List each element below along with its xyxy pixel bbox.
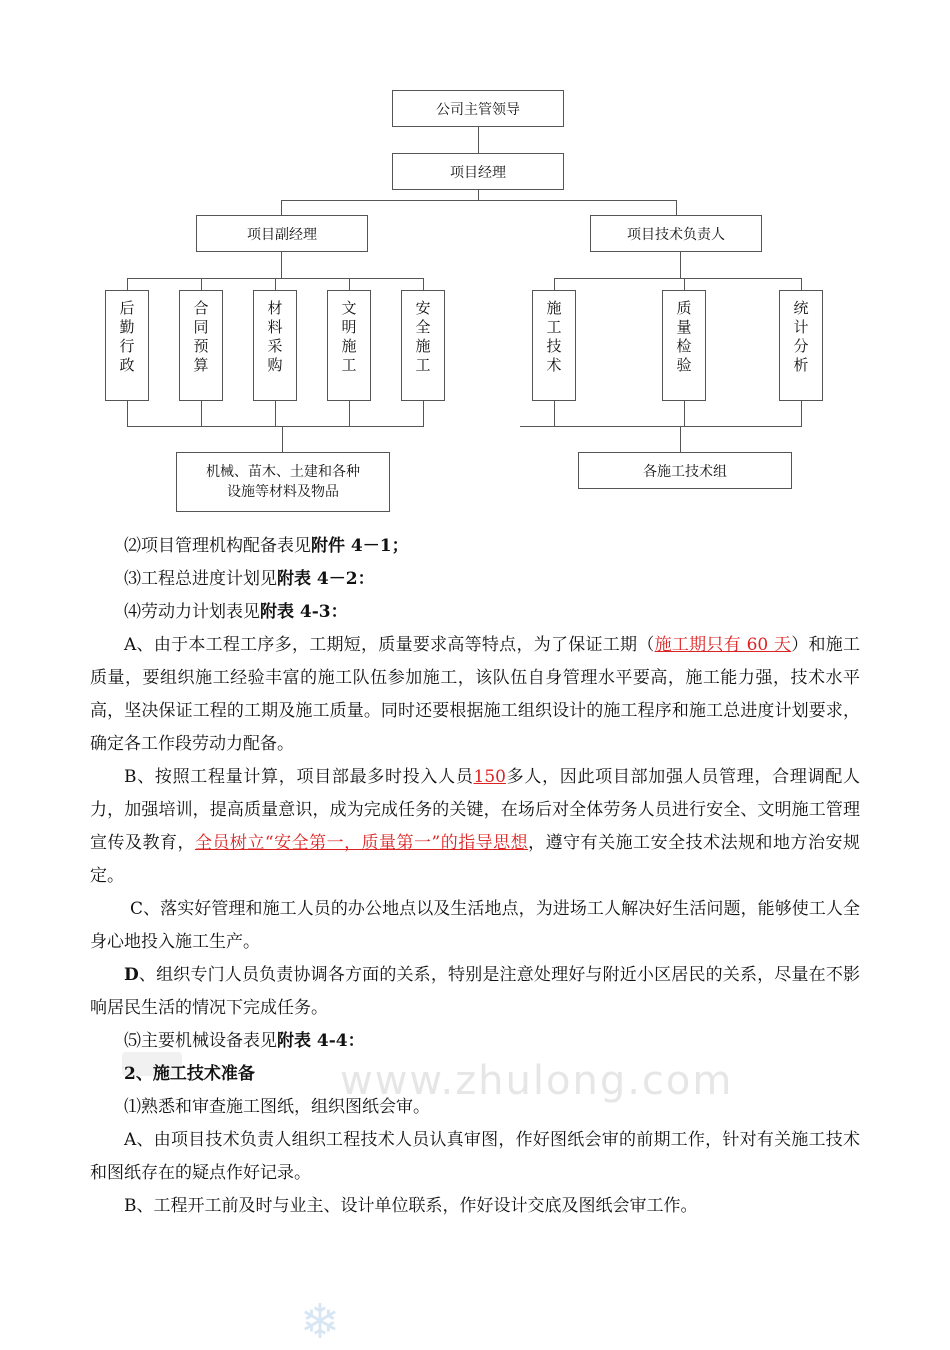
paragraph-item-3: ⑶工程总进度计划见附表 4－2：: [124, 569, 375, 589]
org-node-statistics: 统 计 分 析: [779, 290, 823, 401]
connector-line: [684, 401, 685, 426]
connector-line: [680, 252, 681, 278]
connector-line: [201, 401, 202, 426]
highlight-safety-slogan: 全员树立“安全第一，质量第一”的指导思想: [194, 833, 529, 853]
org-node-procurement: 材 料 采 购: [253, 290, 297, 401]
org-chart: [0, 0, 950, 520]
org-node-materials: 机械、苗木、土建和各种 设施等材料及物品: [176, 452, 390, 512]
connector-line: [127, 426, 424, 427]
connector-line: [281, 200, 676, 201]
paragraph-item-5: ⑸主要机械设备表见附表 4-4：: [124, 1031, 365, 1051]
org-node-construction-tech: 施 工 技 术: [532, 290, 576, 401]
paragraph-item-4: ⑷劳动力计划表见附表 4-3：: [124, 602, 348, 622]
connector-line: [349, 401, 350, 426]
connector-line: [275, 401, 276, 426]
connector-line: [281, 252, 282, 278]
org-node-contract-budget: 合 同 预 算: [179, 290, 223, 401]
connector-line: [478, 190, 479, 200]
org-node-logistics: 后 勤 行 政: [105, 290, 149, 401]
paragraph-d: D、组织专门人员负责协调各方面的关系，特别是注意处理好与附近小区居民的关系，尽量在不影响居民生活的情况下完成任务。: [90, 965, 860, 1018]
org-node-safety-construction: 安 全 施 工: [401, 290, 445, 401]
highlight-headcount: 150: [473, 767, 506, 787]
org-node-civilized-construction: 文 明 施 工: [327, 290, 371, 401]
connector-line: [676, 200, 677, 215]
org-node-project-manager: 项目经理: [392, 153, 564, 190]
connector-line: [349, 278, 350, 290]
section-heading: 2、施工技术准备: [124, 1064, 255, 1084]
org-node-deputy-manager: 项目副经理: [196, 215, 368, 252]
watermark-text: www.zhulong.com: [340, 1058, 734, 1104]
paragraph-a: A、由于本工程工序多，工期短，质量要求高等特点，为了保证工期（施工期只有 60 天）和施工质量，要组织施工经验丰富的施工队伍参加施工，该队伍自身管理水平要高，施工能力强，技术水平高，坚决保证工程的工期及施工质量。同时还要根据施工组织设计的施工程序和施工总进度计划要求，确定各工作段劳动力配备。: [90, 635, 860, 754]
connector-line: [520, 426, 802, 427]
org-node-top-leader: 公司主管领导: [392, 90, 564, 127]
connector-line: [554, 401, 555, 426]
paragraph-b: B、按照工程量计算，项目部最多时投入人员150多人，因此项目部加强人员管理，合理调配人力，加强培训，提高质量意识，成为完成任务的关键，在场后对全体劳务人员进行安全、文明施工管理宣传及教育，全员树立“安全第一，质量第一”的指导思想，遵守有关施工安全技术法规和地方治安规定。: [90, 767, 861, 886]
connector-line: [281, 200, 282, 215]
org-node-tech-groups: 各施工技术组: [578, 452, 792, 489]
paragraph-prep-1: ⑴熟悉和审查施工图纸，组织图纸会审。: [124, 1097, 430, 1117]
connector-line: [801, 278, 802, 290]
connector-line: [127, 401, 128, 426]
connector-line: [282, 426, 283, 452]
snowflake-logo-icon: ❄: [299, 1294, 341, 1350]
connector-line: [801, 401, 802, 426]
paragraph-prep-b: B、工程开工前及时与业主、设计单位联系，作好设计交底及图纸会审工作。: [124, 1196, 698, 1216]
document-body: [90, 530, 860, 1223]
highlight-construction-period: 施工期只有 60 天: [654, 635, 792, 655]
connector-line: [127, 278, 128, 290]
connector-line: [684, 278, 685, 290]
org-node-quality-inspection: 质 量 检 验: [662, 290, 706, 401]
connector-line: [275, 278, 276, 290]
paragraph-item-2: ⑵项目管理机构配备表见附件 4－1；: [124, 536, 409, 556]
connector-line: [423, 401, 424, 426]
connector-line: [554, 278, 555, 290]
connector-line: [680, 426, 681, 452]
connector-line: [554, 278, 802, 279]
org-node-tech-lead: 项目技术负责人: [590, 215, 762, 252]
paragraph-prep-a: A、由项目技术负责人组织工程技术人员认真审图，作好图纸会审的前期工作，针对有关施工技术和图纸存在的疑点作好记录。: [90, 1130, 860, 1183]
connector-line: [423, 278, 424, 290]
connector-line: [478, 127, 479, 153]
paragraph-c: C、落实好管理和施工人员的办公地点以及生活地点，为进场工人解决好生活问题，能够使工人全身心地投入施工生产。: [90, 899, 860, 952]
connector-line: [201, 278, 202, 290]
